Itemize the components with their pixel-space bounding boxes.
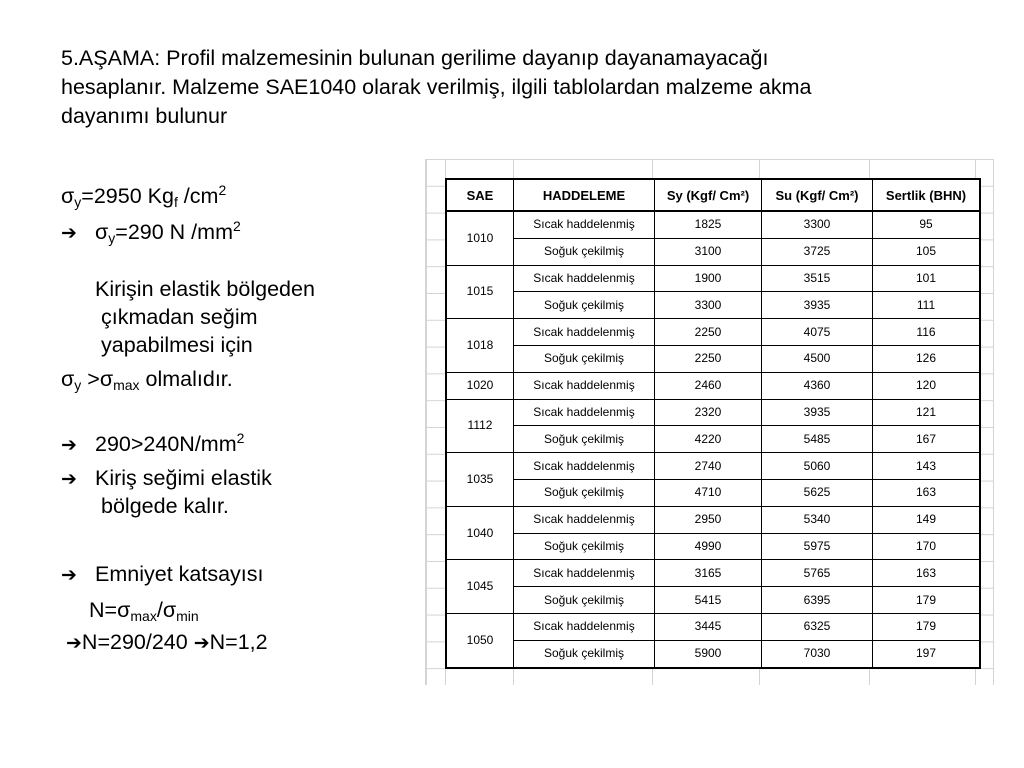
table-row: [446, 506, 980, 533]
title-line-1: 5.AŞAMA: Profil malzemesinin bulunan gerilime dayanıp dayanamayacağı: [61, 46, 769, 70]
bhn-cell: 120: [873, 372, 981, 399]
bhn-cell: 179: [873, 613, 981, 640]
su-cell: 5975: [762, 533, 873, 560]
table-row: [446, 479, 980, 506]
spreadsheet-area: [425, 159, 994, 685]
process-cell: Soğuk çekilmiş: [514, 479, 655, 506]
process-cell: Soğuk çekilmiş: [514, 426, 655, 453]
su-cell: 4360: [762, 372, 873, 399]
sae-cell: 1050: [446, 613, 514, 667]
bhn-cell: 170: [873, 533, 981, 560]
sae-cell: 1045: [446, 560, 514, 614]
col-header-haddeleme: HADDELEME: [514, 179, 655, 211]
process-cell: Sıcak haddelenmiş: [514, 506, 655, 533]
su-cell: 3935: [762, 399, 873, 426]
process-cell: Sıcak haddelenmiş: [514, 453, 655, 480]
su-cell: 5765: [762, 560, 873, 587]
safety-factor-result: ➔N=290/240 ➔N=1,2: [66, 628, 268, 657]
table-row: [446, 426, 980, 453]
sae-cell: 1112: [446, 399, 514, 453]
condition-line: $\sigma_y >\sigma_{max}$ olmalıdır.: [61, 367, 233, 393]
bhn-cell: 179: [873, 587, 981, 614]
sy-cell: 3300: [655, 292, 762, 319]
col-header-sae: SAE: [446, 179, 514, 211]
col-header-bhn: Sertlik (BHN): [873, 179, 981, 211]
process-cell: Sıcak haddelenmiş: [514, 372, 655, 399]
sae-cell: 1020: [446, 372, 514, 399]
sae-cell: 1040: [446, 506, 514, 560]
yield-stress-n: ➔ $\sigma_y=290$ N $/mm^2$: [61, 218, 241, 246]
process-cell: Sıcak haddelenmiş: [514, 211, 655, 238]
sy-cell: 3445: [655, 613, 762, 640]
col-header-sy: Sy (Kgf/ Cm²): [655, 179, 762, 211]
su-cell: 5625: [762, 479, 873, 506]
table-row: [446, 399, 980, 426]
sy-cell: 2250: [655, 319, 762, 346]
sy-cell: 5415: [655, 587, 762, 614]
bhn-cell: 95: [873, 211, 981, 238]
arrow-icon: ➔: [193, 632, 210, 654]
arrow-icon: ➔: [61, 434, 77, 456]
table-row: [446, 640, 980, 667]
bhn-cell: 126: [873, 345, 981, 372]
sae-cell: 1010: [446, 211, 514, 265]
su-cell: 3515: [762, 265, 873, 292]
process-cell: Soğuk çekilmiş: [514, 345, 655, 372]
safety-factor-formula: $N=\sigma_{max}/\sigma_{min}$: [89, 598, 199, 624]
slide-title: [61, 44, 981, 131]
table-row: [446, 319, 980, 346]
sy-cell: 1900: [655, 265, 762, 292]
sy-cell: 4990: [655, 533, 762, 560]
sy-cell: 3100: [655, 238, 762, 265]
bhn-cell: 163: [873, 479, 981, 506]
sy-cell: 5900: [655, 640, 762, 667]
process-cell: Soğuk çekilmiş: [514, 533, 655, 560]
table-row: [446, 453, 980, 480]
bhn-cell: 149: [873, 506, 981, 533]
process-cell: Sıcak haddelenmiş: [514, 613, 655, 640]
conclusion-line-2: bölgede kalır.: [101, 494, 229, 518]
sae-cell: 1015: [446, 265, 514, 319]
sy-cell: 2950: [655, 506, 762, 533]
sy-cell: 2740: [655, 453, 762, 480]
process-cell: Sıcak haddelenmiş: [514, 560, 655, 587]
arrow-icon: ➔: [61, 564, 77, 586]
su-cell: 5340: [762, 506, 873, 533]
bhn-cell: 116: [873, 319, 981, 346]
su-cell: 4075: [762, 319, 873, 346]
comparison-line: ➔ $290>240N/mm^2$: [61, 430, 244, 459]
table-row: [446, 533, 980, 560]
process-cell: Soğuk çekilmiş: [514, 238, 655, 265]
bhn-cell: 143: [873, 453, 981, 480]
table-row: [446, 238, 980, 265]
process-cell: Sıcak haddelenmiş: [514, 399, 655, 426]
sae-cell: 1035: [446, 453, 514, 507]
col-header-su: Su (Kgf/ Cm²): [762, 179, 873, 211]
sy-cell: 3165: [655, 560, 762, 587]
table-row: [446, 265, 980, 292]
table-row: [446, 211, 980, 238]
su-cell: 5060: [762, 453, 873, 480]
sae-cell: 1018: [446, 319, 514, 373]
su-cell: 5485: [762, 426, 873, 453]
sy-cell: 1825: [655, 211, 762, 238]
su-cell: 6395: [762, 587, 873, 614]
bhn-cell: 105: [873, 238, 981, 265]
table-row: [446, 345, 980, 372]
sy-cell: 2320: [655, 399, 762, 426]
arrow-icon: ➔: [61, 468, 77, 490]
su-cell: 7030: [762, 640, 873, 667]
bhn-cell: 111: [873, 292, 981, 319]
process-cell: Soğuk çekilmiş: [514, 292, 655, 319]
table-header-row: [446, 179, 980, 211]
table-row: [446, 292, 980, 319]
su-cell: 6325: [762, 613, 873, 640]
bhn-cell: 101: [873, 265, 981, 292]
table-row: [446, 372, 980, 399]
process-cell: Sıcak haddelenmiş: [514, 319, 655, 346]
arrow-icon: ➔: [66, 632, 82, 654]
table-row: [446, 613, 980, 640]
table-body: [446, 211, 980, 668]
bhn-cell: 197: [873, 640, 981, 667]
bhn-cell: 163: [873, 560, 981, 587]
bhn-cell: 167: [873, 426, 981, 453]
conclusion-line-1: ➔ Kiriş seğimi elastik: [61, 464, 272, 493]
su-cell: 4500: [762, 345, 873, 372]
sy-cell: 4710: [655, 479, 762, 506]
sy-cell: 4220: [655, 426, 762, 453]
su-cell: 3935: [762, 292, 873, 319]
su-cell: 3725: [762, 238, 873, 265]
process-cell: Soğuk çekilmiş: [514, 640, 655, 667]
bhn-cell: 121: [873, 399, 981, 426]
sae-material-table: [445, 178, 981, 669]
safety-factor-heading: ➔ Emniyet katsayısı: [61, 560, 263, 589]
yield-stress-kgf: $\sigma_y=2950$ $Kg_f$ $/cm^2$: [61, 182, 227, 210]
process-cell: Sıcak haddelenmiş: [514, 265, 655, 292]
su-cell: 3300: [762, 211, 873, 238]
note-line-1: Kirişin elastik bölgeden: [95, 277, 315, 301]
process-cell: Soğuk çekilmiş: [514, 587, 655, 614]
table-row: [446, 560, 980, 587]
note-line-3: yapabilmesi için: [101, 333, 253, 357]
sy-cell: 2460: [655, 372, 762, 399]
note-line-2: çıkmadan seğim: [101, 305, 258, 329]
title-line-3: dayanımı bulunur: [61, 104, 228, 128]
arrow-icon: ➔: [61, 222, 77, 244]
sy-cell: 2250: [655, 345, 762, 372]
table-row: [446, 587, 980, 614]
title-line-2: hesaplanır. Malzeme SAE1040 olarak verilmiş, ilgili tablolardan malzeme akma: [61, 75, 812, 99]
